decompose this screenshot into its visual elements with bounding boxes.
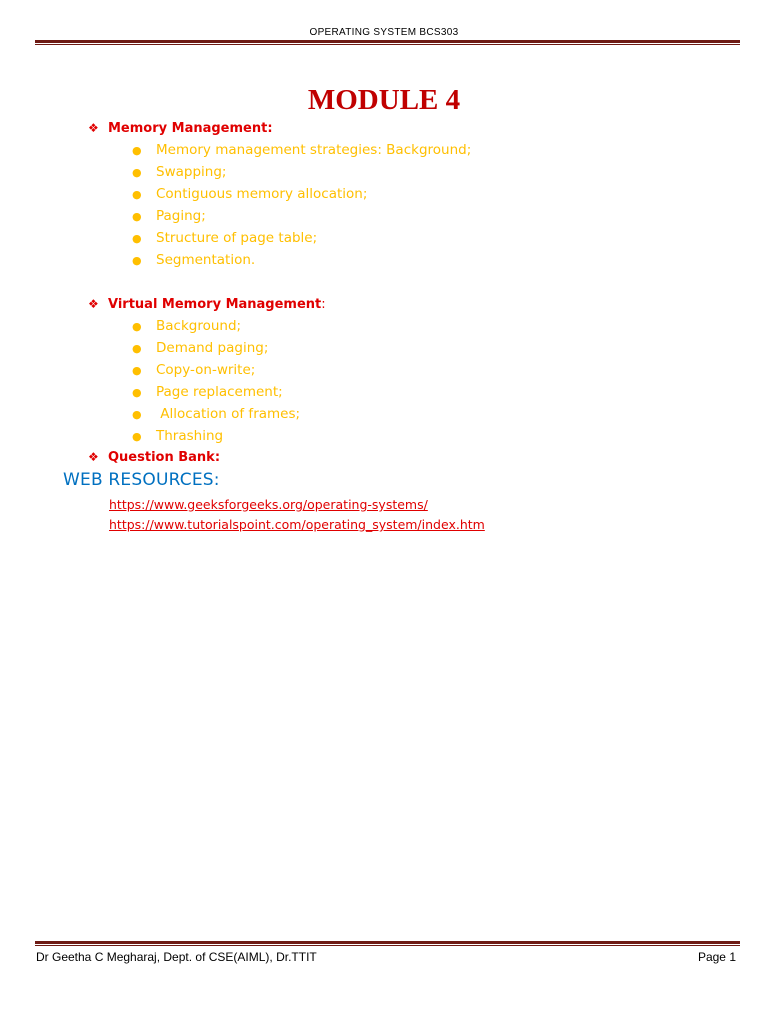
section-heading-label: Virtual Memory Management — [108, 297, 322, 312]
list-item-text: Structure of page table; — [156, 230, 318, 246]
diamond-bullet-icon: ❖ — [88, 121, 99, 135]
list-item — [132, 227, 471, 249]
header-rule — [35, 40, 740, 45]
list-item — [132, 425, 300, 447]
list-item-text: Copy-on-write; — [156, 362, 256, 378]
page-title: MODULE 4 — [307, 84, 461, 116]
dot-bullet-icon: ● — [132, 430, 142, 443]
dot-bullet-icon: ● — [132, 232, 142, 245]
dot-bullet-icon: ● — [132, 188, 142, 201]
dot-bullet-icon: ● — [132, 254, 142, 267]
diamond-bullet-icon: ❖ — [88, 450, 99, 464]
list-item-text: Segmentation. — [156, 252, 256, 268]
list-item-text: Swapping; — [156, 164, 227, 180]
list-item-text: Page replacement; — [156, 384, 283, 400]
list-item-text: Thrashing — [156, 428, 224, 444]
list-item-text: Allocation of frames; — [156, 406, 301, 422]
section-heading-virtual-memory-management — [88, 297, 326, 312]
list-item — [132, 183, 471, 205]
list-item-text: Contiguous memory allocation; — [156, 186, 368, 202]
list-item — [132, 381, 300, 403]
footer-rule — [35, 941, 740, 946]
virtual-memory-management-list — [132, 315, 300, 447]
dot-bullet-icon: ● — [132, 210, 142, 223]
dot-bullet-icon: ● — [132, 408, 142, 421]
list-item-text: Demand paging; — [156, 340, 269, 356]
dot-bullet-icon: ● — [132, 342, 142, 355]
web-resources-heading: WEB RESOURCES: — [63, 470, 220, 490]
list-item — [132, 249, 471, 271]
list-item-text: Paging; — [156, 208, 206, 224]
tutorialspoint-link[interactable]: https://www.tutorialspoint.com/operating_system/index.htm — [109, 517, 485, 532]
section-heading-memory-management — [88, 121, 273, 136]
list-item — [132, 205, 471, 227]
running-header: OPERATING SYSTEM BCS303 — [309, 27, 459, 38]
list-item-text: Memory management strategies: Background; — [156, 142, 472, 158]
dot-bullet-icon: ● — [132, 144, 142, 157]
dot-bullet-icon: ● — [132, 166, 142, 179]
list-item — [132, 403, 300, 425]
section-heading-question-bank — [88, 450, 220, 465]
list-item-text: Background; — [156, 318, 242, 334]
list-item — [132, 359, 300, 381]
dot-bullet-icon: ● — [132, 364, 142, 377]
section-heading-label: Memory Management: — [108, 121, 273, 136]
list-item — [132, 337, 300, 359]
section-heading-colon: : — [321, 297, 326, 312]
list-item — [132, 139, 471, 161]
section-heading-label: Question Bank: — [108, 450, 221, 465]
list-item — [132, 161, 471, 183]
geeksforgeeks-link[interactable]: https://www.geeksforgeeks.org/operating-systems/ — [109, 497, 428, 512]
list-item — [132, 315, 300, 337]
footer-author: Dr Geetha C Megharaj, Dept. of CSE(AIML), Dr.TTIT — [36, 950, 317, 964]
dot-bullet-icon: ● — [132, 386, 142, 399]
page-number: Page 1 — [697, 950, 736, 964]
memory-management-list — [132, 139, 471, 271]
diamond-bullet-icon: ❖ — [88, 297, 99, 311]
dot-bullet-icon: ● — [132, 320, 142, 333]
